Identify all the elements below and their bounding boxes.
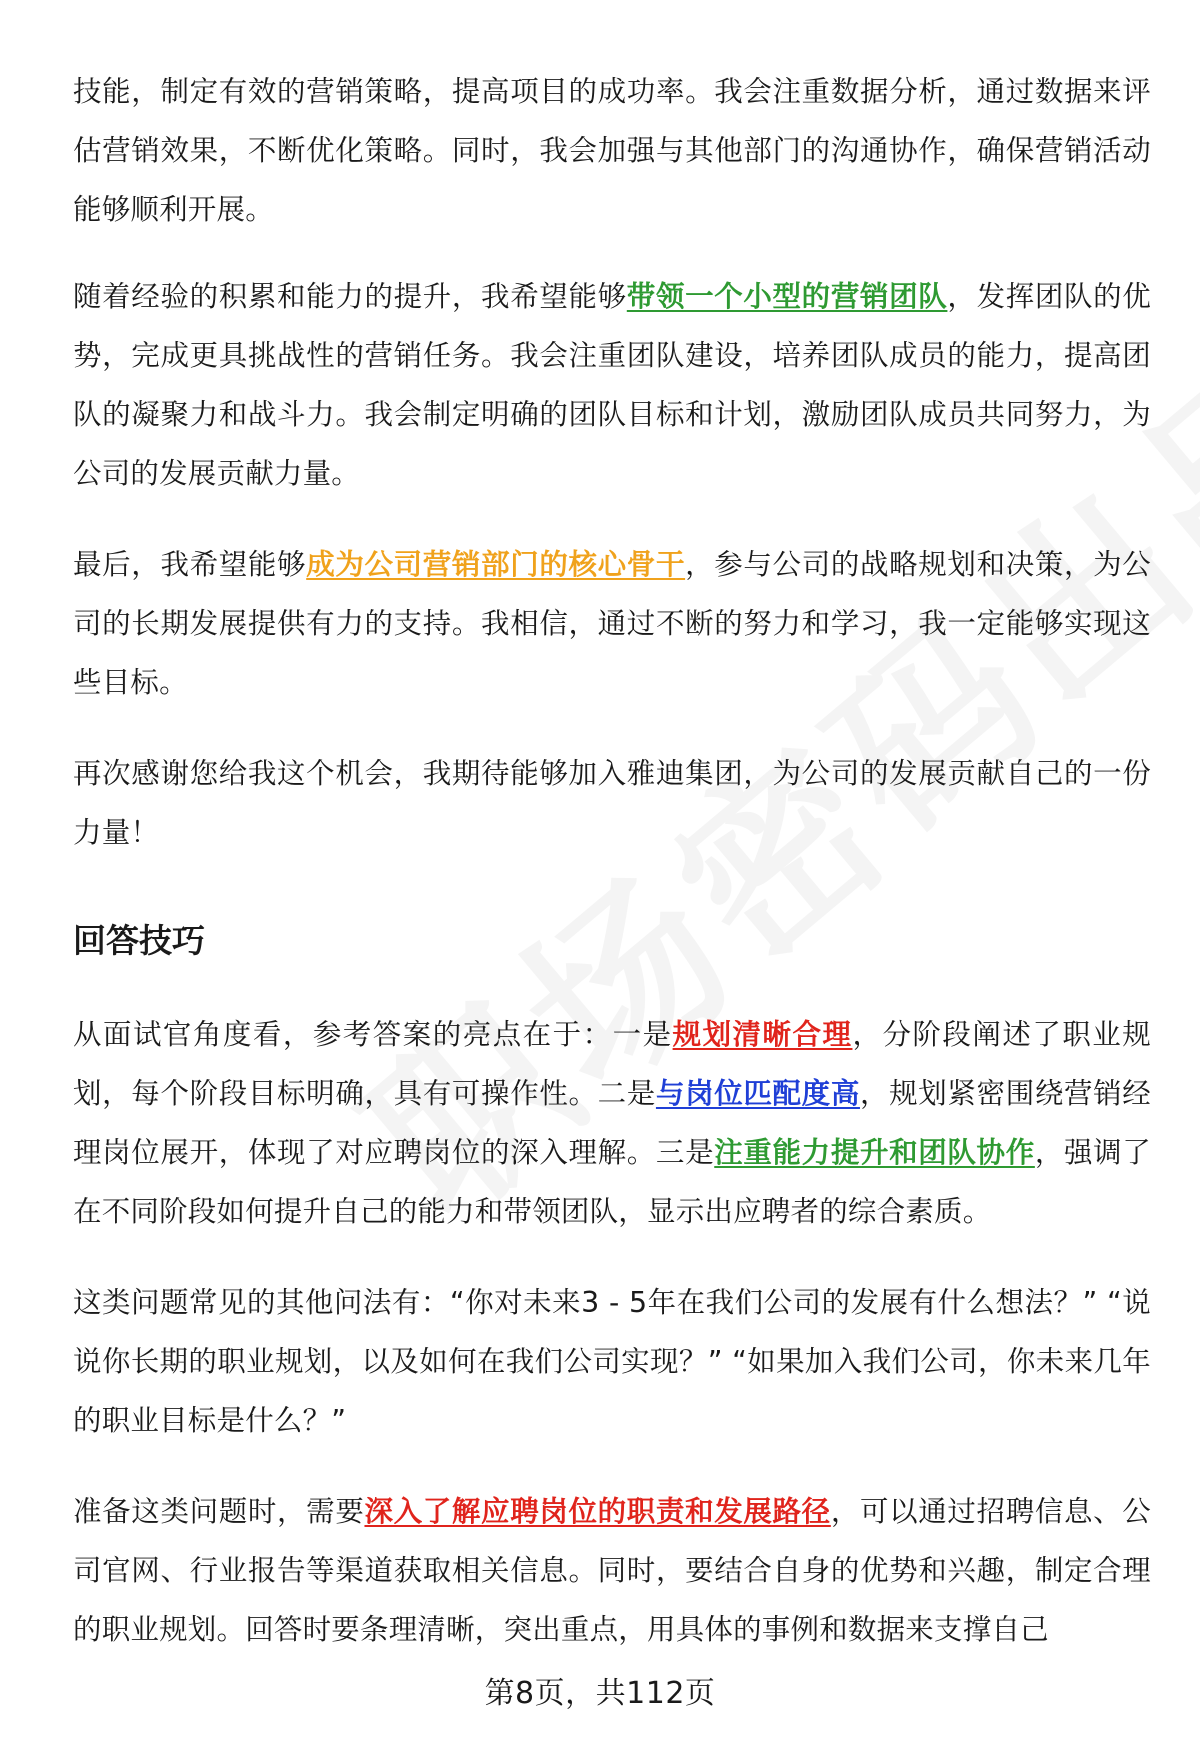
paragraph-text: 这类问题常见的其他问法有：“你对未来3 - 5年在我们公司的发展有什么想法？” “说说你长期的职业规划，以及如何在我们公司实现？” “如果加入我们公司，你未来几年的职业目标是什么？” <box>73 1286 1151 1437</box>
paragraph-text: 最后，我希望能够 <box>73 548 307 581</box>
section-heading: 回答技巧 <box>73 921 205 960</box>
highlight-team-lead: 带领一个小型的营销团队 <box>626 280 948 313</box>
paragraph-text: ，可以通过招聘信息、公司官网、行业报告等渠道获取相关信息。同时，要结合自身的优势和兴趣，制定合理的职业规划。回答时要条理清晰，突出重点，用具体的事例和数据来支撑自己 <box>73 1495 1151 1646</box>
highlight-teamwork: 注重能力提升和团队协作 <box>714 1136 1035 1169</box>
highlight-clear-plan: 规划清晰合理 <box>672 1018 853 1051</box>
highlight-core-member: 成为公司营销部门的核心骨干 <box>306 548 686 581</box>
paragraph-skills <box>73 62 1151 239</box>
paragraph-text: ，参与公司的战略规划和决策，为公司的长期发展提供有力的支持。我相信，通过不断的努力和学习，我一定能够实现这些目标。 <box>73 548 1152 699</box>
page-number: 第8页，共112页 <box>484 1676 716 1711</box>
paragraph-text: ，分阶段阐述了职业规划，每个阶段目标明确，具有可操作性。二是 <box>73 1018 1151 1110</box>
paragraph-text: ，强调了在不同阶段如何提升自己的能力和带领团队，显示出应聘者的综合素质。 <box>73 1136 1151 1228</box>
paragraph-team-lead <box>73 267 1151 503</box>
paragraph-text: ，发挥团队的优势，完成更具挑战性的营销任务。我会注重团队建设，培养团队成员的能力，提高团队的凝聚力和战斗力。我会制定明确的团队目标和计划，激励团队成员共同努力，为公司的发展贡献力量。 <box>73 280 1152 490</box>
paragraph-text: 再次感谢您给我这个机会，我期待能够加入雅迪集团，为公司的发展贡献自己的一份力量！ <box>73 757 1151 849</box>
highlight-job-fit: 与岗位匹配度高 <box>655 1077 860 1110</box>
paragraph-text: 技能，制定有效的营销策略，提高项目的成功率。我会注重数据分析，通过数据来评估营销效果，不断优化策略。同时，我会加强与其他部门的沟通协作，确保营销活动能够顺利开展。 <box>73 75 1151 226</box>
paragraph-highlights <box>73 1005 1151 1241</box>
paragraph-thanks <box>73 744 1151 862</box>
paragraph-text: ，规划紧密围绕营销经理岗位展开，体现了对应聘岗位的深入理解。三是 <box>73 1077 1151 1169</box>
paragraph-text: 准备这类问题时，需要 <box>73 1495 365 1528</box>
paragraph-text: 从面试官角度看，参考答案的亮点在于：一是 <box>73 1018 673 1051</box>
page-content <box>73 62 1151 1691</box>
paragraph-text: 随着经验的积累和能力的提升，我希望能够 <box>73 280 627 313</box>
paragraph-core-member <box>73 535 1151 712</box>
paragraph-preparation <box>73 1482 1151 1659</box>
highlight-understand-role: 深入了解应聘岗位的职责和发展路径 <box>364 1495 831 1528</box>
paragraph-other-questions <box>73 1273 1151 1450</box>
